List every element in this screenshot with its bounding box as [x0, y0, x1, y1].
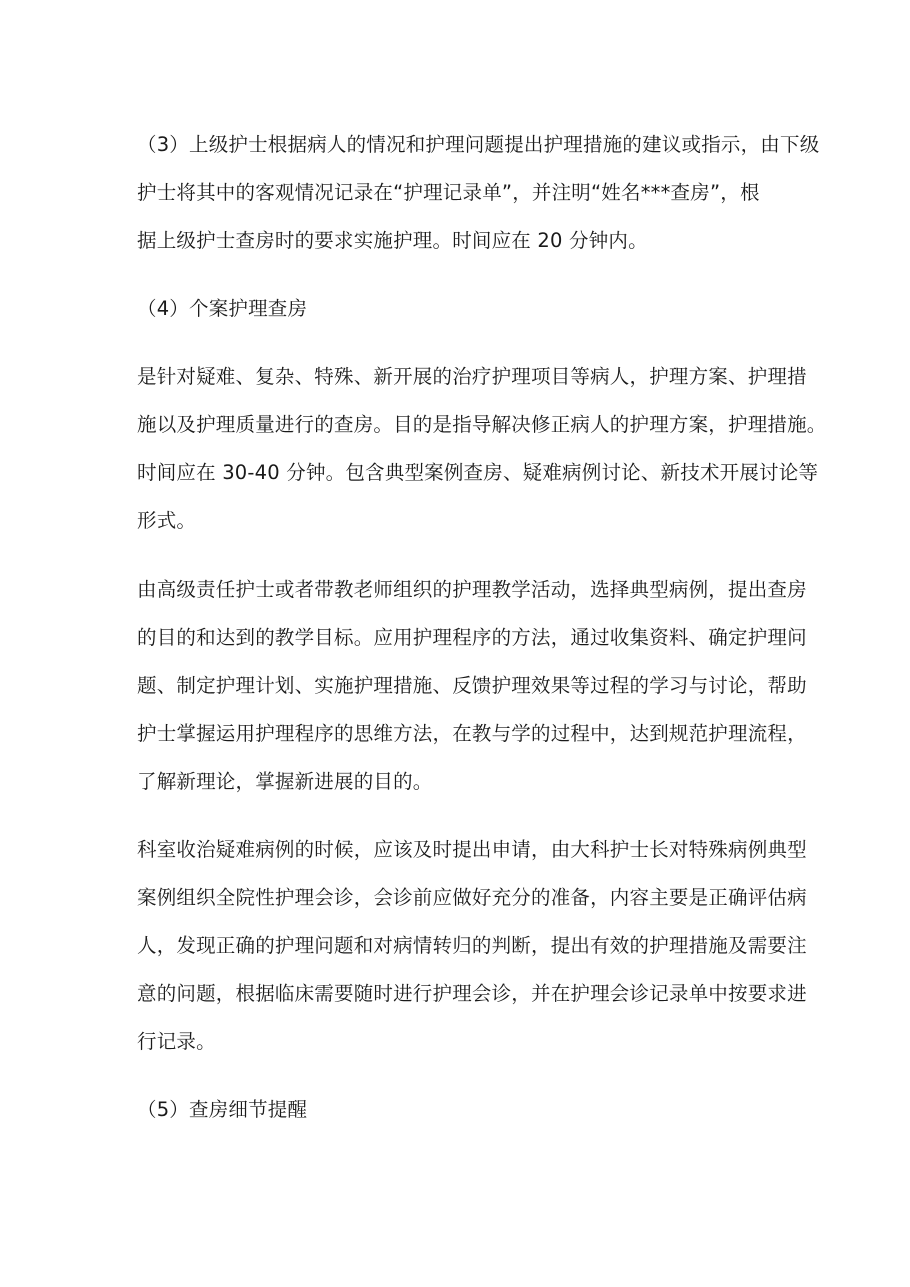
text-line: 的目的和达到的教学目标。应用护理程序的方法，通过收集资料、确定护理问 [137, 626, 807, 649]
text-line: 人，发现正确的护理问题和对病情转归的判断，提出有效的护理措施及需要注 [137, 934, 807, 957]
text-line: 据上级护士查房时的要求实施护理。时间应在 20 分钟内。 [137, 229, 648, 252]
text-line: 意的问题，根据临床需要随时进行护理会诊，并在护理会诊记录单中按要求进 [137, 982, 807, 1005]
text-line: 案例组织全院性护理会诊，会诊前应做好充分的准备，内容主要是正确评估病 [137, 886, 807, 909]
text-line: 是针对疑难、复杂、特殊、新开展的治疗护理项目等病人，护理方案、护理措 [137, 365, 807, 388]
text-line: 科室收治疑难病例的时候，应该及时提出申请，由大科护士长对特殊病例典型 [137, 838, 807, 861]
text-line: （3）上级护士根据病人的情况和护理问题提出护理措施的建议或指示，由下级 [137, 133, 820, 156]
text-line: 由高级责任护士或者带教老师组织的护理教学活动，选择典型病例，提出查房 [137, 578, 807, 601]
text-line: 形式。 [137, 509, 197, 532]
text-line: 护士掌握运用护理程序的思维方法，在教与学的过程中，达到规范护理流程， [137, 722, 807, 745]
text-line: 题、制定护理计划、实施护理措施、反馈护理效果等过程的学习与讨论，帮助 [137, 674, 807, 697]
text-line: 行记录。 [137, 1030, 216, 1053]
text-line: 护士将其中的客观情况记录在“护理记录单”，并注明“姓名***查房”，根 [137, 181, 760, 204]
heading-text: （5）查房细节提醒 [137, 1098, 308, 1121]
text-line: 时间应在 30-40 分钟。包含典型案例查房、疑难病例讨论、新技术开展讨论等 [137, 461, 819, 484]
heading-text: （4）个案护理查房 [137, 297, 308, 320]
text-line: 施以及护理质量进行的查房。目的是指导解决修正病人的护理方案，护理措施。 [137, 413, 827, 436]
text-line: 了解新理论，掌握新进展的目的。 [137, 770, 433, 793]
